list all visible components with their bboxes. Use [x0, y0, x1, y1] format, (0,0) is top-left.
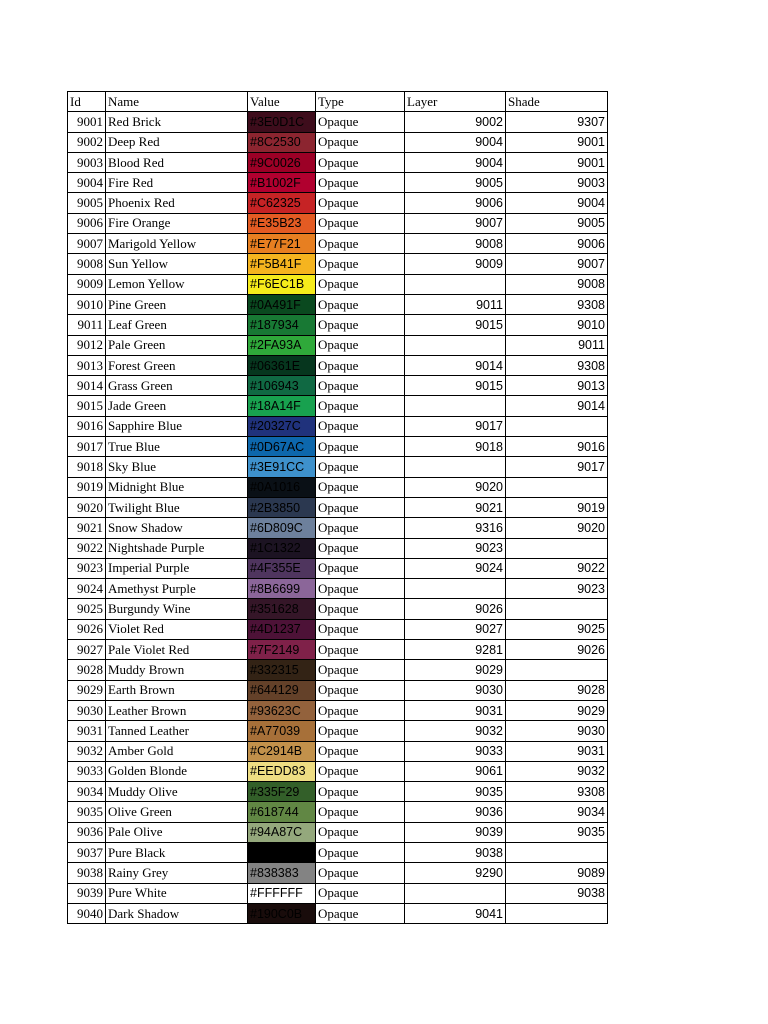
table-row [68, 274, 608, 294]
cell-id: 9002 [68, 132, 106, 152]
cell-type: Opaque [316, 376, 405, 396]
cell-name: Fire Orange [106, 213, 248, 233]
cell-value-swatch: #351628 [248, 599, 316, 619]
cell-shade: 9014 [506, 396, 608, 416]
cell-shade: 9005 [506, 213, 608, 233]
cell-type: Opaque [316, 213, 405, 233]
cell-id: 9021 [68, 518, 106, 538]
cell-name: Blood Red [106, 152, 248, 172]
table-row [68, 741, 608, 761]
cell-name: Imperial Purple [106, 558, 248, 578]
cell-type: Opaque [316, 152, 405, 172]
cell-layer: 9018 [405, 437, 506, 457]
cell-layer: 9026 [405, 599, 506, 619]
cell-layer [405, 335, 506, 355]
cell-shade: 9308 [506, 782, 608, 802]
cell-layer: 9038 [405, 842, 506, 862]
cell-type: Opaque [316, 497, 405, 517]
cell-value-swatch: #B1002F [248, 173, 316, 193]
cell-shade: 9032 [506, 761, 608, 781]
cell-value-swatch: #6D809C [248, 518, 316, 538]
cell-id: 9003 [68, 152, 106, 172]
cell-value-swatch: #9C0026 [248, 152, 316, 172]
cell-id: 9013 [68, 355, 106, 375]
header-type: Type [316, 92, 405, 112]
cell-type: Opaque [316, 782, 405, 802]
cell-value-swatch: #0D67AC [248, 437, 316, 457]
cell-value-swatch: #3E91CC [248, 457, 316, 477]
cell-type: Opaque [316, 234, 405, 254]
cell-id: 9009 [68, 274, 106, 294]
header-shade: Shade [506, 92, 608, 112]
cell-id: 9015 [68, 396, 106, 416]
cell-type: Opaque [316, 335, 405, 355]
cell-shade: 9017 [506, 457, 608, 477]
cell-layer: 9039 [405, 822, 506, 842]
table-row [68, 193, 608, 213]
cell-shade [506, 416, 608, 436]
cell-type: Opaque [316, 619, 405, 639]
table-row [68, 842, 608, 862]
table-row [68, 477, 608, 497]
cell-type: Opaque [316, 599, 405, 619]
cell-name: Pale Olive [106, 822, 248, 842]
cell-id: 9028 [68, 660, 106, 680]
cell-id: 9037 [68, 842, 106, 862]
cell-type: Opaque [316, 416, 405, 436]
cell-shade: 9001 [506, 132, 608, 152]
cell-shade [506, 599, 608, 619]
color-table [67, 91, 608, 924]
cell-layer: 9004 [405, 152, 506, 172]
cell-value-swatch: #94A87C [248, 822, 316, 842]
cell-id: 9022 [68, 538, 106, 558]
cell-layer [405, 274, 506, 294]
cell-type: Opaque [316, 741, 405, 761]
cell-layer: 9290 [405, 863, 506, 883]
cell-id: 9030 [68, 700, 106, 720]
cell-id: 9005 [68, 193, 106, 213]
header-name: Name [106, 92, 248, 112]
cell-type: Opaque [316, 355, 405, 375]
cell-name: Dark Shadow [106, 903, 248, 923]
cell-type: Opaque [316, 173, 405, 193]
cell-id: 9014 [68, 376, 106, 396]
cell-layer [405, 579, 506, 599]
cell-shade: 9038 [506, 883, 608, 903]
table-row [68, 112, 608, 132]
table-row [68, 355, 608, 375]
cell-shade [506, 538, 608, 558]
cell-name: Grass Green [106, 376, 248, 396]
cell-layer: 9005 [405, 173, 506, 193]
table-row [68, 132, 608, 152]
cell-layer [405, 396, 506, 416]
cell-value-swatch: #93623C [248, 700, 316, 720]
cell-name: Amethyst Purple [106, 579, 248, 599]
cell-shade: 9034 [506, 802, 608, 822]
cell-name: Earth Brown [106, 680, 248, 700]
cell-value-swatch: #2FA93A [248, 335, 316, 355]
cell-id: 9025 [68, 599, 106, 619]
cell-id: 9032 [68, 741, 106, 761]
cell-value-swatch: #3E0D1C [248, 112, 316, 132]
table-row [68, 396, 608, 416]
cell-name: Golden Blonde [106, 761, 248, 781]
cell-type: Opaque [316, 558, 405, 578]
cell-type: Opaque [316, 396, 405, 416]
cell-layer: 9021 [405, 497, 506, 517]
cell-name: Pine Green [106, 294, 248, 314]
cell-value-swatch: #06361E [248, 355, 316, 375]
cell-shade [506, 660, 608, 680]
table-row [68, 782, 608, 802]
cell-name: Marigold Yellow [106, 234, 248, 254]
cell-layer: 9004 [405, 132, 506, 152]
cell-type: Opaque [316, 721, 405, 741]
cell-name: Phoenix Red [106, 193, 248, 213]
cell-value-swatch: #E77F21 [248, 234, 316, 254]
cell-id: 9029 [68, 680, 106, 700]
cell-id: 9039 [68, 883, 106, 903]
cell-id: 9007 [68, 234, 106, 254]
cell-value-swatch: #7F2149 [248, 640, 316, 660]
cell-type: Opaque [316, 822, 405, 842]
cell-id: 9016 [68, 416, 106, 436]
cell-name: Twilight Blue [106, 497, 248, 517]
cell-id: 9018 [68, 457, 106, 477]
cell-value-swatch: #618744 [248, 802, 316, 822]
cell-value-swatch: #18A14F [248, 396, 316, 416]
table-row [68, 213, 608, 233]
cell-shade: 9007 [506, 254, 608, 274]
cell-id: 9012 [68, 335, 106, 355]
cell-id: 9031 [68, 721, 106, 741]
table-row [68, 883, 608, 903]
cell-value-swatch: #C2914B [248, 741, 316, 761]
table-row [68, 660, 608, 680]
cell-shade: 9026 [506, 640, 608, 660]
cell-shade: 9011 [506, 335, 608, 355]
cell-shade: 9308 [506, 294, 608, 314]
cell-layer: 9017 [405, 416, 506, 436]
cell-shade: 9031 [506, 741, 608, 761]
header-layer: Layer [405, 92, 506, 112]
table-row [68, 721, 608, 741]
cell-layer: 9030 [405, 680, 506, 700]
table-row [68, 903, 608, 923]
cell-shade [506, 842, 608, 862]
cell-value-swatch: #644129 [248, 680, 316, 700]
cell-type: Opaque [316, 842, 405, 862]
cell-id: 9004 [68, 173, 106, 193]
cell-type: Opaque [316, 863, 405, 883]
cell-layer: 9316 [405, 518, 506, 538]
cell-name: Leather Brown [106, 700, 248, 720]
cell-value-swatch: #A77039 [248, 721, 316, 741]
cell-type: Opaque [316, 315, 405, 335]
cell-name: Sapphire Blue [106, 416, 248, 436]
cell-name: Pale Green [106, 335, 248, 355]
cell-layer: 9036 [405, 802, 506, 822]
cell-id: 9023 [68, 558, 106, 578]
cell-name: Fire Red [106, 173, 248, 193]
cell-layer: 9008 [405, 234, 506, 254]
cell-id: 9020 [68, 497, 106, 517]
cell-name: Pure White [106, 883, 248, 903]
cell-id: 9011 [68, 315, 106, 335]
cell-type: Opaque [316, 477, 405, 497]
cell-layer: 9061 [405, 761, 506, 781]
cell-value-swatch: #F5B41F [248, 254, 316, 274]
table-row [68, 294, 608, 314]
cell-type: Opaque [316, 883, 405, 903]
cell-value-swatch: #4F355E [248, 558, 316, 578]
cell-layer: 9007 [405, 213, 506, 233]
cell-type: Opaque [316, 112, 405, 132]
cell-layer: 9011 [405, 294, 506, 314]
cell-layer: 9281 [405, 640, 506, 660]
cell-layer: 9031 [405, 700, 506, 720]
cell-shade: 9308 [506, 355, 608, 375]
cell-value-swatch: #838383 [248, 863, 316, 883]
cell-name: Snow Shadow [106, 518, 248, 538]
cell-value-swatch: #332315 [248, 660, 316, 680]
cell-layer: 9023 [405, 538, 506, 558]
table-row [68, 376, 608, 396]
cell-name: Forest Green [106, 355, 248, 375]
cell-name: Nightshade Purple [106, 538, 248, 558]
cell-layer: 9024 [405, 558, 506, 578]
cell-type: Opaque [316, 254, 405, 274]
cell-shade: 9030 [506, 721, 608, 741]
cell-value-swatch: #187934 [248, 315, 316, 335]
cell-shade: 9020 [506, 518, 608, 538]
cell-layer: 9009 [405, 254, 506, 274]
cell-name: Amber Gold [106, 741, 248, 761]
cell-name: Sun Yellow [106, 254, 248, 274]
header-row [68, 92, 608, 112]
cell-shade: 9013 [506, 376, 608, 396]
cell-id: 9034 [68, 782, 106, 802]
cell-value-swatch: #335F29 [248, 782, 316, 802]
cell-shade: 9019 [506, 497, 608, 517]
table-row [68, 761, 608, 781]
cell-name: Tanned Leather [106, 721, 248, 741]
cell-type: Opaque [316, 660, 405, 680]
cell-type: Opaque [316, 193, 405, 213]
cell-value-swatch: #E35B23 [248, 213, 316, 233]
cell-name: Rainy Grey [106, 863, 248, 883]
cell-type: Opaque [316, 761, 405, 781]
table-row [68, 538, 608, 558]
cell-shade: 9001 [506, 152, 608, 172]
cell-name: Muddy Olive [106, 782, 248, 802]
cell-value-swatch: #20327C [248, 416, 316, 436]
cell-type: Opaque [316, 437, 405, 457]
cell-id: 9035 [68, 802, 106, 822]
cell-type: Opaque [316, 274, 405, 294]
cell-value-swatch: #106943 [248, 376, 316, 396]
table-body [68, 112, 608, 924]
cell-layer: 9027 [405, 619, 506, 639]
cell-shade: 9023 [506, 579, 608, 599]
cell-value-swatch: #F6EC1B [248, 274, 316, 294]
cell-name: Deep Red [106, 132, 248, 152]
cell-value-swatch: #4D1237 [248, 619, 316, 639]
cell-value-swatch: #2B3850 [248, 497, 316, 517]
cell-shade [506, 903, 608, 923]
header-id: Id [68, 92, 106, 112]
cell-layer: 9029 [405, 660, 506, 680]
cell-value-swatch: #1C1322 [248, 538, 316, 558]
table-row [68, 579, 608, 599]
cell-shade: 9025 [506, 619, 608, 639]
cell-value-swatch: #0A1016 [248, 477, 316, 497]
cell-value-swatch: #0A491F [248, 294, 316, 314]
cell-name: Olive Green [106, 802, 248, 822]
cell-type: Opaque [316, 579, 405, 599]
cell-id: 9027 [68, 640, 106, 660]
table-row [68, 254, 608, 274]
cell-type: Opaque [316, 700, 405, 720]
table-row [68, 680, 608, 700]
table-row [68, 315, 608, 335]
cell-value-swatch: #190C0B [248, 903, 316, 923]
cell-shade: 9008 [506, 274, 608, 294]
cell-layer: 9032 [405, 721, 506, 741]
table-row [68, 152, 608, 172]
table-row [68, 335, 608, 355]
cell-layer: 9015 [405, 315, 506, 335]
cell-layer: 9020 [405, 477, 506, 497]
cell-id: 9010 [68, 294, 106, 314]
table-row [68, 863, 608, 883]
header-value: Value [248, 92, 316, 112]
table-row [68, 700, 608, 720]
cell-shade: 9006 [506, 234, 608, 254]
cell-id: 9001 [68, 112, 106, 132]
cell-id: 9040 [68, 903, 106, 923]
cell-shade [506, 477, 608, 497]
table-row [68, 416, 608, 436]
cell-layer: 9015 [405, 376, 506, 396]
cell-id: 9017 [68, 437, 106, 457]
cell-id: 9036 [68, 822, 106, 842]
cell-type: Opaque [316, 538, 405, 558]
cell-name: Jade Green [106, 396, 248, 416]
cell-value-swatch: #C62325 [248, 193, 316, 213]
cell-id: 9006 [68, 213, 106, 233]
cell-layer: 9014 [405, 355, 506, 375]
cell-id: 9008 [68, 254, 106, 274]
cell-name: Violet Red [106, 619, 248, 639]
cell-value-swatch: #8B6699 [248, 579, 316, 599]
table-row [68, 599, 608, 619]
cell-name: Leaf Green [106, 315, 248, 335]
cell-shade: 9035 [506, 822, 608, 842]
cell-shade: 9029 [506, 700, 608, 720]
cell-type: Opaque [316, 457, 405, 477]
cell-layer: 9006 [405, 193, 506, 213]
cell-shade: 9307 [506, 112, 608, 132]
cell-shade: 9010 [506, 315, 608, 335]
table-row [68, 558, 608, 578]
cell-shade: 9022 [506, 558, 608, 578]
cell-name: Pale Violet Red [106, 640, 248, 660]
cell-shade: 9028 [506, 680, 608, 700]
cell-type: Opaque [316, 132, 405, 152]
cell-value-swatch: #FFFFFF [248, 883, 316, 903]
table-row [68, 497, 608, 517]
table-row [68, 437, 608, 457]
cell-type: Opaque [316, 903, 405, 923]
cell-name: Midnight Blue [106, 477, 248, 497]
table-row [68, 173, 608, 193]
cell-type: Opaque [316, 680, 405, 700]
table-row [68, 619, 608, 639]
cell-shade: 9089 [506, 863, 608, 883]
cell-name: Muddy Brown [106, 660, 248, 680]
table-row [68, 457, 608, 477]
cell-type: Opaque [316, 294, 405, 314]
cell-type: Opaque [316, 640, 405, 660]
cell-name: Sky Blue [106, 457, 248, 477]
cell-type: Opaque [316, 518, 405, 538]
cell-value-swatch: #8C2530 [248, 132, 316, 152]
cell-layer: 9041 [405, 903, 506, 923]
cell-layer [405, 457, 506, 477]
cell-shade: 9004 [506, 193, 608, 213]
cell-shade: 9016 [506, 437, 608, 457]
cell-value-swatch: #EEDD83 [248, 761, 316, 781]
cell-name: Pure Black [106, 842, 248, 862]
cell-name: True Blue [106, 437, 248, 457]
table-row [68, 640, 608, 660]
cell-id: 9026 [68, 619, 106, 639]
cell-name: Lemon Yellow [106, 274, 248, 294]
cell-id: 9024 [68, 579, 106, 599]
cell-shade: 9003 [506, 173, 608, 193]
cell-layer: 9035 [405, 782, 506, 802]
cell-name: Red Brick [106, 112, 248, 132]
cell-id: 9038 [68, 863, 106, 883]
cell-layer [405, 883, 506, 903]
table-row [68, 234, 608, 254]
cell-name: Burgundy Wine [106, 599, 248, 619]
cell-layer: 9033 [405, 741, 506, 761]
table-row [68, 822, 608, 842]
table-row [68, 802, 608, 822]
cell-id: 9033 [68, 761, 106, 781]
cell-id: 9019 [68, 477, 106, 497]
cell-value-swatch [248, 842, 316, 862]
cell-type: Opaque [316, 802, 405, 822]
table-row [68, 518, 608, 538]
cell-layer: 9002 [405, 112, 506, 132]
